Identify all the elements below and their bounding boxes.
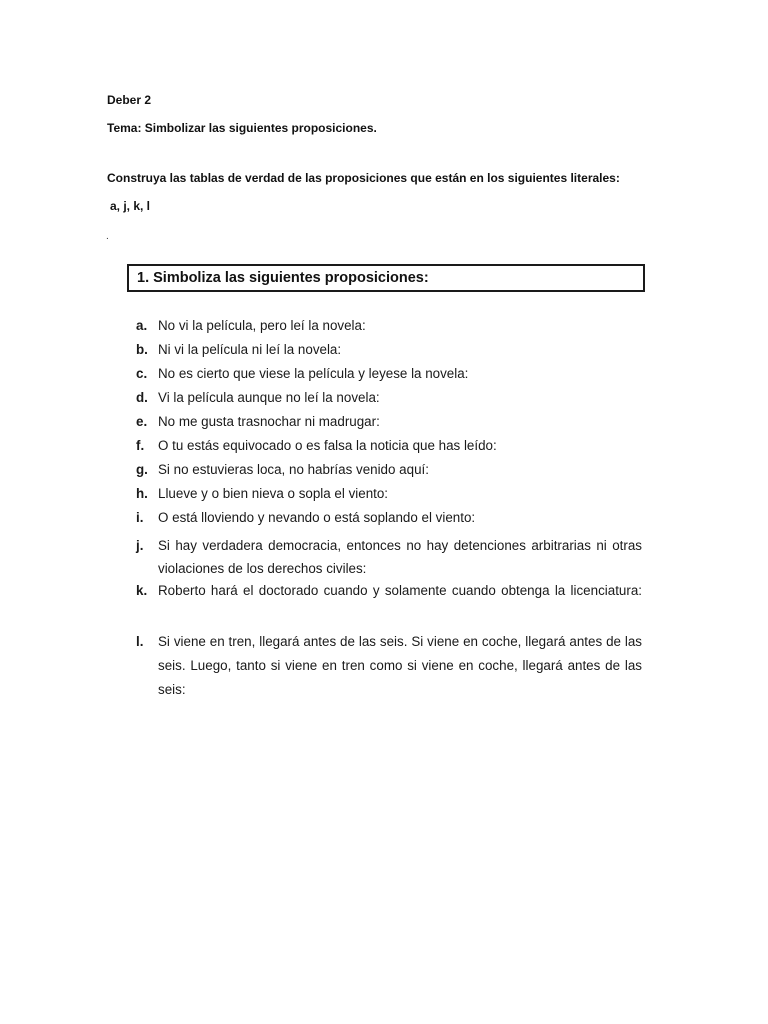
list-item <box>136 318 642 333</box>
item-text: Roberto hará el doctorado cuando y solamente cuando obtenga la licenciatura: <box>158 583 642 598</box>
item-letter: l. <box>136 634 144 649</box>
list-item <box>136 366 642 381</box>
item-text: Ni vi la película ni leí la novela: <box>158 342 342 357</box>
item-letter: g. <box>136 462 148 477</box>
list-item <box>136 510 642 525</box>
tema-line: Tema: Simbolizar las siguientes proposiciones. <box>107 121 377 135</box>
literals-line: a, j, k, l <box>110 199 151 213</box>
item-letter: e. <box>136 414 148 429</box>
list-item <box>136 342 642 357</box>
item-text: Llueve y o bien nieva o sopla el viento: <box>158 486 389 501</box>
item-text: No me gusta trasnochar ni madrugar: <box>158 414 380 429</box>
list-item <box>136 438 642 453</box>
list-item <box>136 390 642 405</box>
item-text-line1: Si hay verdadera democracia, entonces no hay detenciones arbitrarias ni otras <box>158 538 642 553</box>
item-letter: j. <box>136 538 144 553</box>
item-letter: h. <box>136 486 148 501</box>
item-text: No vi la película, pero leí la novela: <box>158 318 366 333</box>
item-text: O tu estás equivocado o es falsa la noticia que has leído: <box>158 438 497 453</box>
item-letter: c. <box>136 366 148 381</box>
item-letter: k. <box>136 583 148 598</box>
item-letter: a. <box>136 318 148 333</box>
item-text-line2: violaciones de los derechos civiles: <box>158 561 367 576</box>
list-item <box>136 486 642 501</box>
item-text: Vi la película aunque no leí la novela: <box>158 390 380 405</box>
exercise-title: 1. Simboliza las siguientes proposiciones: <box>137 270 429 286</box>
item-text-line1: Si viene en tren, llegará antes de las seis. Si viene en coche, llegará antes de las <box>158 634 642 649</box>
item-letter: i. <box>136 510 144 525</box>
item-text: No es cierto que viese la película y leyese la novela: <box>158 366 469 381</box>
exercise-title-box <box>127 264 645 292</box>
instruction-line: Construya las tablas de verdad de las proposiciones que están en los siguientes literales: <box>107 171 620 185</box>
item-letter: f. <box>136 438 145 453</box>
item-letter: b. <box>136 342 148 357</box>
stray-dot: . <box>106 231 109 242</box>
list-item <box>136 583 642 598</box>
item-text-line2: seis. Luego, tanto si viene en tren como si viene en coche, llegará antes de las seis: <box>158 658 642 697</box>
item-text: Si no estuvieras loca, no habrías venido aquí: <box>158 462 429 477</box>
list-item <box>136 630 642 702</box>
list-item <box>136 534 642 580</box>
list-item <box>136 414 642 429</box>
item-text: O está lloviendo y nevando o está soplando el viento: <box>158 510 476 525</box>
list-item <box>136 462 642 477</box>
item-letter: d. <box>136 390 148 405</box>
document-title: Deber 2 <box>107 93 152 107</box>
